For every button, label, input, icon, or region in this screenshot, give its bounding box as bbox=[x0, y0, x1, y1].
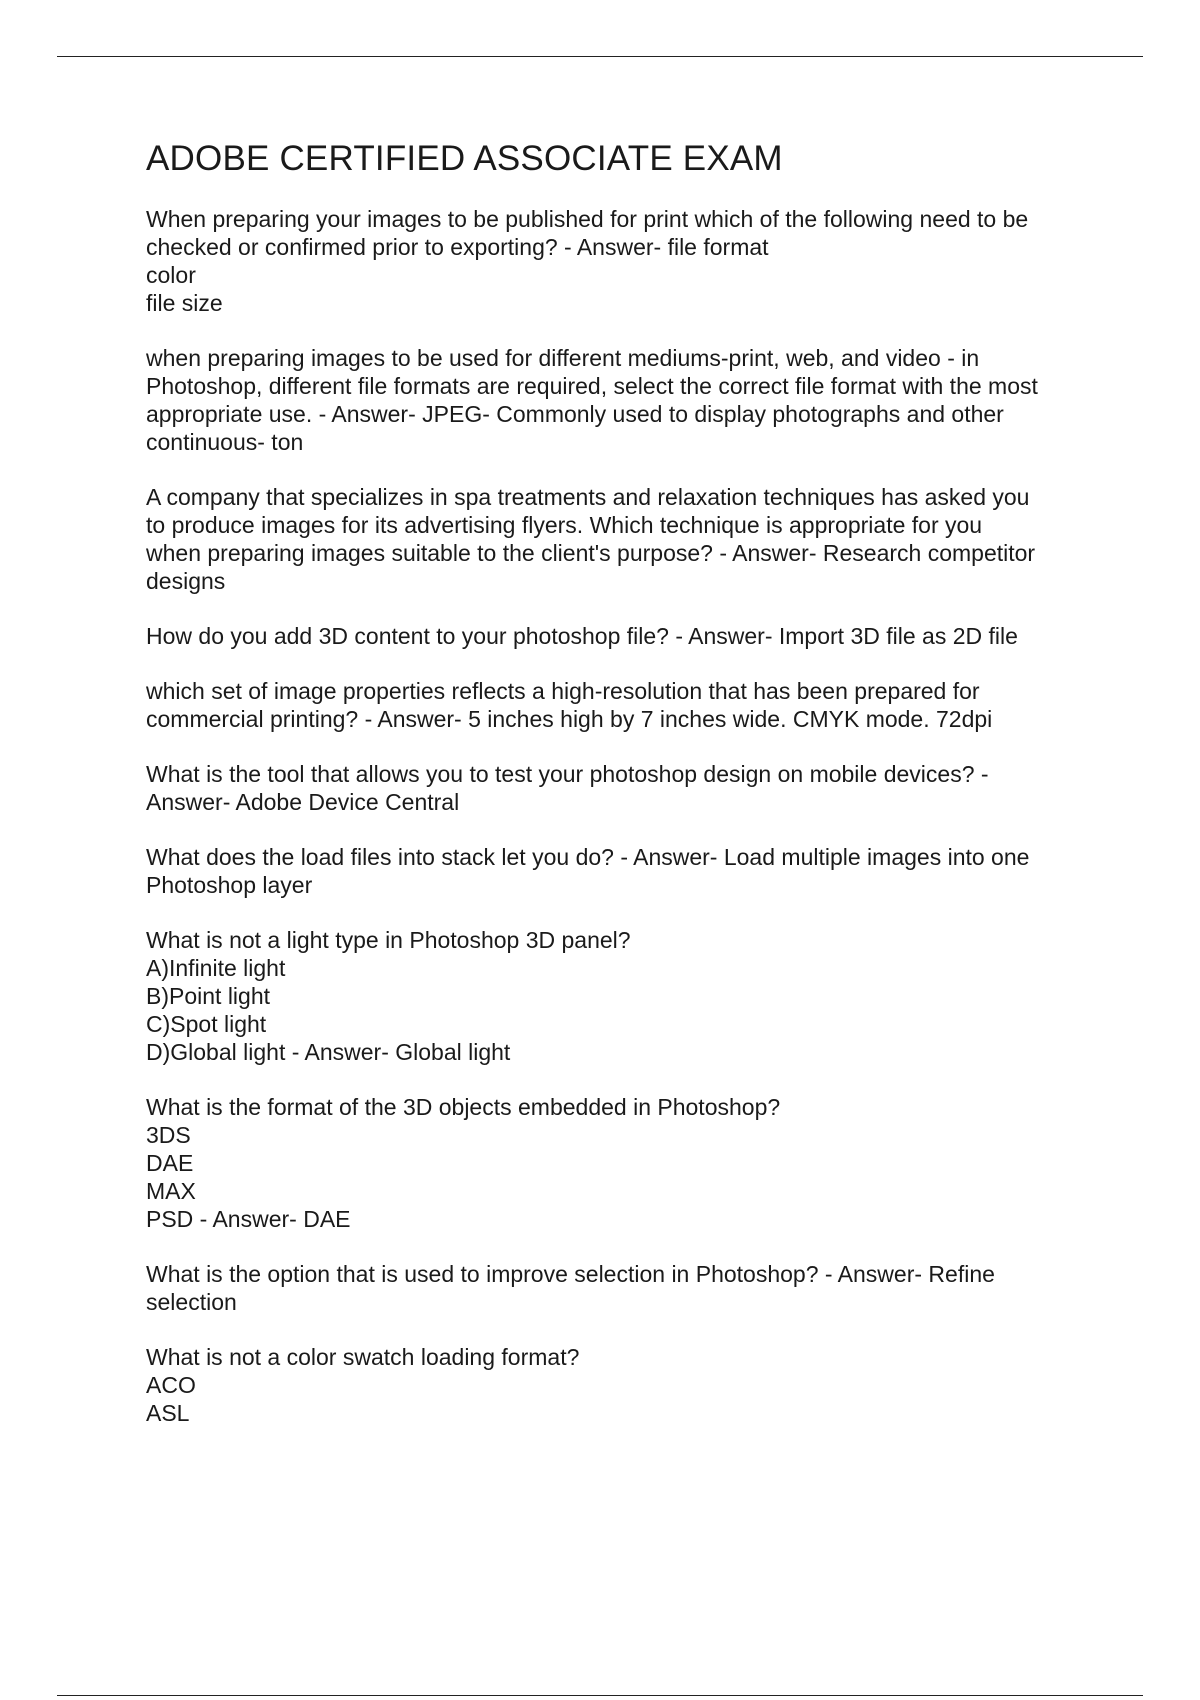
qa-line: appropriate use. - Answer- JPEG- Commonly used to display photographs and other bbox=[146, 401, 1004, 427]
document-body bbox=[146, 138, 1086, 1454]
document-title: ADOBE CERTIFIED ASSOCIATE EXAM bbox=[146, 139, 783, 178]
qa-line: when preparing images to be used for different mediums-print, web, and video - in bbox=[146, 345, 980, 371]
qa-line: color bbox=[146, 262, 196, 288]
qa-line: What is the option that is used to improve selection in Photoshop? - Answer- Refine bbox=[146, 1261, 995, 1287]
qa-line: 3DS bbox=[146, 1122, 191, 1148]
qa-line: Photoshop, different file formats are required, select the correct file format with the most bbox=[146, 373, 1038, 399]
qa-line: file size bbox=[146, 290, 223, 316]
qa-line: When preparing your images to be published for print which of the following need to be bbox=[146, 206, 1029, 232]
qa-item bbox=[146, 344, 1086, 456]
qa-line: ACO bbox=[146, 1372, 196, 1398]
qa-item bbox=[146, 760, 1086, 816]
qa-line: B)Point light bbox=[146, 983, 271, 1009]
qa-line: What does the load files into stack let you do? - Answer- Load multiple images into one bbox=[146, 844, 1030, 870]
qa-item bbox=[146, 622, 1086, 650]
qa-line: What is the format of the 3D objects embedded in Photoshop? bbox=[146, 1094, 781, 1120]
qa-item bbox=[146, 1343, 1086, 1427]
bottom-rule bbox=[57, 1695, 1143, 1696]
qa-line: DAE bbox=[146, 1150, 194, 1176]
qa-item bbox=[146, 1260, 1086, 1316]
qa-line: when preparing images suitable to the client's purpose? - Answer- Research competitor bbox=[146, 540, 1036, 566]
qa-line: which set of image properties reflects a high-resolution that has been prepared for bbox=[146, 678, 980, 704]
qa-line: MAX bbox=[146, 1178, 196, 1204]
qa-line: selection bbox=[146, 1289, 237, 1315]
qa-line: A company that specializes in spa treatments and relaxation techniques has asked you bbox=[146, 484, 1030, 510]
qa-line: Photoshop layer bbox=[146, 872, 313, 898]
qa-line: Answer- Adobe Device Central bbox=[146, 789, 460, 815]
qa-line: ASL bbox=[146, 1400, 190, 1426]
qa-line: PSD - Answer- DAE bbox=[146, 1206, 351, 1232]
qa-line: designs bbox=[146, 568, 226, 594]
qa-item bbox=[146, 843, 1086, 899]
qa-line: to produce images for its advertising flyers. Which technique is appropriate for you bbox=[146, 512, 983, 538]
qa-line: commercial printing? - Answer- 5 inches high by 7 inches wide. CMYK mode. 72dpi bbox=[146, 706, 993, 732]
top-rule bbox=[57, 56, 1143, 57]
qa-item bbox=[146, 677, 1086, 733]
qa-line: What is the tool that allows you to test your photoshop design on mobile devices? - bbox=[146, 761, 989, 787]
qa-line: D)Global light - Answer- Global light bbox=[146, 1039, 511, 1065]
qa-line: What is not a light type in Photoshop 3D panel? bbox=[146, 927, 631, 953]
qa-item bbox=[146, 926, 1086, 1066]
qa-line: How do you add 3D content to your photoshop file? - Answer- Import 3D file as 2D file bbox=[146, 623, 1018, 649]
qa-line: What is not a color swatch loading format? bbox=[146, 1344, 580, 1370]
qa-line: continuous- ton bbox=[146, 429, 304, 455]
qa-item bbox=[146, 483, 1086, 595]
qa-item bbox=[146, 1093, 1086, 1233]
qa-line: A)Infinite light bbox=[146, 955, 286, 981]
qa-item bbox=[146, 205, 1086, 317]
qa-line: checked or confirmed prior to exporting? - Answer- file format bbox=[146, 234, 769, 260]
qa-line: C)Spot light bbox=[146, 1011, 267, 1037]
